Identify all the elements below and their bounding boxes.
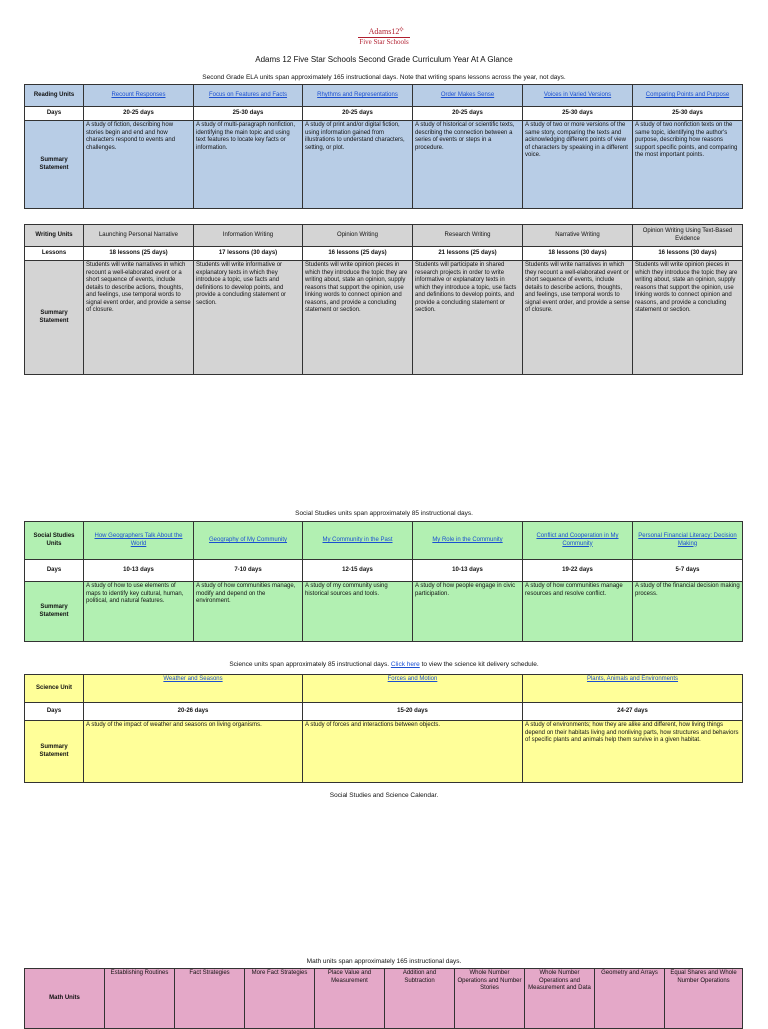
days-label: Days bbox=[25, 560, 84, 582]
days-cell: 25-30 days bbox=[633, 107, 743, 121]
lessons-cell: 16 lessons (25 days) bbox=[303, 247, 413, 261]
math-unit: More Fact Strategies bbox=[245, 969, 315, 1029]
unit-link[interactable]: My Role in the Community bbox=[432, 536, 503, 543]
summary-cell: Students will write informative or explanatory texts in which they introduce a topic, use facts and definitions to develop points, and provide a concluding statement or section. bbox=[194, 261, 303, 375]
row-header: Math Units bbox=[25, 969, 105, 1029]
summary-cell: A study of fiction, describing how stories begin and end and how characters respond to events and challenges. bbox=[84, 121, 194, 209]
unit-link[interactable]: Plants, Animals and Environments bbox=[586, 676, 679, 682]
page-title: Adams 12 Five Star Schools Second Grade Curriculum Year At A Glance bbox=[255, 55, 513, 64]
math-unit: Equal Shares and Whole Number Operations bbox=[665, 969, 743, 1029]
summary-cell: A study of the financial decision making process. bbox=[633, 582, 743, 642]
days-cell: 5-7 days bbox=[633, 560, 743, 582]
unit-link[interactable]: Geography of My Community bbox=[208, 536, 288, 543]
summary-label: Summary Statement bbox=[25, 721, 84, 783]
summary-cell: A study of print and/or digital fiction, using information gained from illustrations to understand characters, setting, or plot. bbox=[303, 121, 413, 209]
days-cell: 10-13 days bbox=[84, 560, 194, 582]
days-cell: 15-20 days bbox=[303, 703, 523, 721]
unit-link[interactable]: Recount Responses bbox=[111, 91, 166, 98]
unit-name: Research Writing bbox=[413, 225, 523, 247]
unit-link[interactable]: Conflict and Cooperation in My Community bbox=[536, 533, 619, 547]
lessons-cell: 21 lessons (25 days) bbox=[413, 247, 523, 261]
math-unit: Addition and Subtraction bbox=[385, 969, 455, 1029]
science-note-text: Science units span approximately 85 instructional days. bbox=[229, 661, 390, 668]
reading-note: Second Grade ELA units span approximately 165 instructional days. Note that writing spans lessons across the year, not days. bbox=[202, 74, 566, 81]
summary-cell: A study of how communities manage, modify and depend on the environment. bbox=[194, 582, 303, 642]
unit-link[interactable]: Rhythms and Representations bbox=[317, 91, 398, 98]
unit-name: Narrative Writing bbox=[523, 225, 633, 247]
unit-name: Information Writing bbox=[194, 225, 303, 247]
summary-cell: A study of environments; how they are alike and different, how living things depend on their habitats living and nonliving parts, how structures and behaviors of specific plants and animals help them survive in a given habitat. bbox=[523, 721, 743, 783]
unit-link[interactable]: Forces and Motion bbox=[387, 676, 438, 682]
reading-table bbox=[24, 84, 743, 209]
summary-cell: Students will write narratives in which they recount a well-elaborated event or short sequence of events, include details to describe actions, thoughts, and feelings, use temporal words to signal event order, and provide a sense of closure. bbox=[523, 261, 633, 375]
summary-cell: A study of two or more versions of the same story, comparing the texts and acknowledging different points of view of characters by speaking in a different voice. bbox=[523, 121, 633, 209]
days-label: Days bbox=[25, 107, 84, 121]
summary-cell: Students will write opinion pieces in which they introduce the topic they are writing about, state an opinion, supply reasons that support the opinion, use linking words to connect opinion and reasons, and provide a concluding statement or section. bbox=[633, 261, 743, 375]
social-note: Social Studies units span approximately 85 instructional days. bbox=[295, 510, 473, 517]
days-label: Days bbox=[25, 703, 84, 721]
logo-line1: Adams12 bbox=[368, 27, 400, 36]
summary-label: Summary Statement bbox=[25, 121, 84, 209]
days-cell: 7-10 days bbox=[194, 560, 303, 582]
math-table bbox=[24, 968, 743, 1029]
row-header: Social Studies Units bbox=[25, 522, 84, 560]
days-cell: 20-25 days bbox=[84, 107, 194, 121]
math-note: Math units span approximately 165 instructional days. bbox=[306, 958, 462, 965]
row-header: Reading Units bbox=[25, 85, 84, 107]
summary-cell: Students will write narratives in which recount a well-elaborated event or a short sequence of events, include details to describe actions, thoughts, and feelings, use temporal words to signal event order, and provide a sense of closure. bbox=[84, 261, 194, 375]
summary-cell: A study of the impact of weather and seasons on living organisms. bbox=[84, 721, 303, 783]
days-cell: 20-25 days bbox=[303, 107, 413, 121]
science-note bbox=[0, 661, 768, 668]
unit-link[interactable]: Order Makes Sense bbox=[440, 91, 495, 98]
row-header: Science Unit bbox=[25, 675, 84, 703]
days-cell: 20-26 days bbox=[84, 703, 303, 721]
unit-link[interactable]: Weather and Seasons bbox=[163, 676, 223, 682]
summary-cell: A study of historical or scientific texts, describing the connection between a series of events or steps in a procedure. bbox=[413, 121, 523, 209]
star-icon: ✧ bbox=[398, 25, 405, 34]
calendar-link[interactable]: Social Studies and Science Calendar. bbox=[329, 792, 439, 799]
unit-link[interactable]: Focus on Features and Facts bbox=[208, 91, 288, 98]
unit-name: Opinion Writing Using Text-Based Evidence bbox=[633, 225, 743, 247]
kit-schedule-link[interactable]: Click here bbox=[390, 661, 420, 668]
summary-cell: A study of how to use elements of maps to identify key cultural, human, political, and natural features. bbox=[84, 582, 194, 642]
district-logo bbox=[352, 25, 416, 46]
lessons-label: Lessons bbox=[25, 247, 84, 261]
writing-table bbox=[24, 224, 743, 375]
science-note-tail: to view the science kit delivery schedule. bbox=[421, 661, 539, 668]
math-unit: Whole Number Operations and Measurement and Data bbox=[525, 969, 595, 1029]
summary-cell: Students will participate in shared research projects in order to write informative or explanatory texts in which they introduce a topic, use facts and definitions to develop points, and provide a concluding statement or section. bbox=[413, 261, 523, 375]
days-cell: 24-27 days bbox=[523, 703, 743, 721]
unit-link[interactable]: Personal Financial Literacy: Decision Making bbox=[638, 533, 737, 547]
summary-cell: A study of how people engage in civic participation. bbox=[413, 582, 523, 642]
math-unit: Fact Strategies bbox=[175, 969, 245, 1029]
lessons-cell: 18 lessons (30 days) bbox=[523, 247, 633, 261]
summary-cell: A study of how communities manage resources and resolve conflict. bbox=[523, 582, 633, 642]
summary-cell: Students will write opinion pieces in which they introduce the topic they are writing about, state an opinion, supply reasons that support the opinion, use linking words to connect opinion and reasons, and provide a concluding statement or section. bbox=[303, 261, 413, 375]
math-unit: Whole Number Operations and Number Stories bbox=[455, 969, 525, 1029]
lessons-cell: 16 lessons (30 days) bbox=[633, 247, 743, 261]
math-unit: Place Value and Measurement bbox=[315, 969, 385, 1029]
social-table bbox=[24, 521, 743, 642]
summary-cell: A study of my community using historical sources and tools. bbox=[303, 582, 413, 642]
days-cell: 25-30 days bbox=[194, 107, 303, 121]
summary-label: Summary Statement bbox=[25, 261, 84, 375]
unit-name: Launching Personal Narrative bbox=[84, 225, 194, 247]
unit-name: Opinion Writing bbox=[303, 225, 413, 247]
days-cell: 19-22 days bbox=[523, 560, 633, 582]
summary-cell: A study of multi-paragraph nonfiction, identifying the main topic and using text features to locate key facts or information. bbox=[194, 121, 303, 209]
logo-line2: Five Star Schools bbox=[359, 38, 409, 46]
science-table bbox=[24, 674, 743, 783]
math-unit: Establishing Routines bbox=[105, 969, 175, 1029]
summary-cell: A study of two nonfiction texts on the same topic, identifying the author's purpose, describing how reasons support specific points, and comparing the most important points. bbox=[633, 121, 743, 209]
unit-link[interactable]: My Community in the Past bbox=[322, 536, 393, 543]
row-header: Writing Units bbox=[25, 225, 84, 247]
days-cell: 10-13 days bbox=[413, 560, 523, 582]
summary-cell: A study of forces and interactions between objects. bbox=[303, 721, 523, 783]
summary-label: Summary Statement bbox=[25, 582, 84, 642]
days-cell: 20-25 days bbox=[413, 107, 523, 121]
days-cell: 12-15 days bbox=[303, 560, 413, 582]
lessons-cell: 17 lessons (30 days) bbox=[194, 247, 303, 261]
math-unit: Geometry and Arrays bbox=[595, 969, 665, 1029]
unit-link[interactable]: Comparing Points and Purpose bbox=[645, 91, 730, 98]
calendar-link-wrap bbox=[0, 792, 768, 799]
unit-link[interactable]: How Geographers Talk About the World bbox=[94, 533, 183, 547]
unit-link[interactable]: Voices in Varied Versions bbox=[543, 91, 612, 98]
lessons-cell: 18 lessons (25 days) bbox=[84, 247, 194, 261]
days-cell: 25-30 days bbox=[523, 107, 633, 121]
